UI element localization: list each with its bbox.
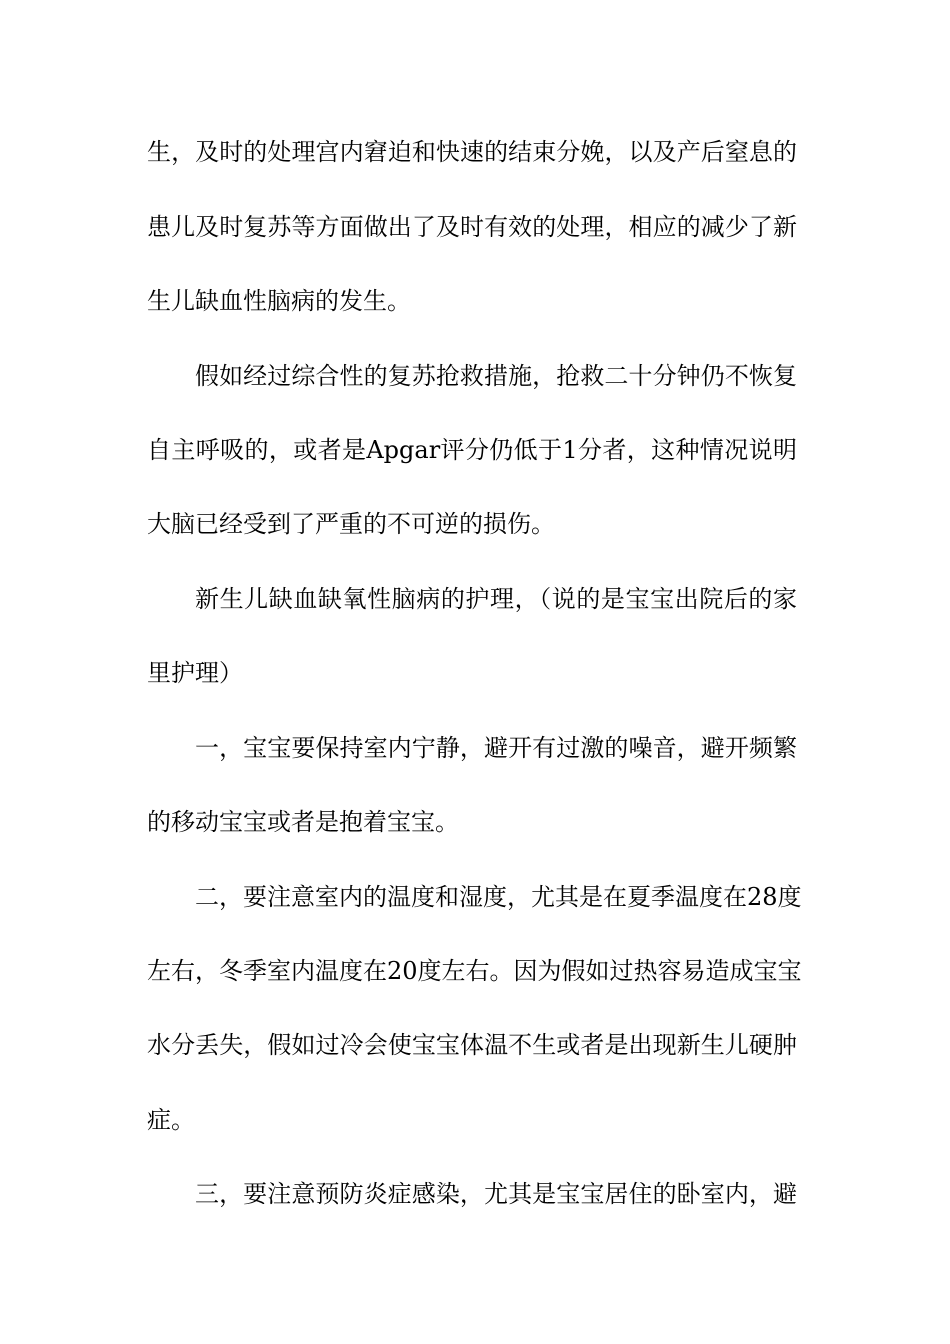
paragraph-first-line: 二，要注意室内的温度和湿度，尤其是在夏季温度在28度 [195, 883, 802, 911]
text-line: 患儿及时复苏等方面做出了及时有效的处理，相应的减少了新 [147, 213, 797, 241]
text-line: 里护理） [147, 659, 243, 687]
text-line: 的移动宝宝或者是抱着宝宝。 [147, 808, 459, 836]
text-line: 生儿缺血性脑病的发生。 [147, 287, 411, 315]
text-line: 自主呼吸的，或者是Apgar评分仍低于1分者，这种情况说明 [147, 436, 797, 464]
paragraph-first-line: 三，要注意预防炎症感染，尤其是宝宝居住的卧室内，避 [195, 1180, 797, 1208]
text-line: 症。 [147, 1106, 195, 1134]
text-line: 左右，冬季室内温度在20度左右。因为假如过热容易造成宝宝 [147, 957, 802, 985]
paragraph-first-line: 新生儿缺血缺氧性脑病的护理，（说的是宝宝出院后的家 [195, 585, 797, 613]
text-line: 大脑已经受到了严重的不可逆的损伤。 [147, 510, 555, 538]
paragraph-first-line: 一，宝宝要保持室内宁静，避开有过激的噪音，避开频繁 [195, 734, 797, 762]
text-line: 水分丢失，假如过冷会使宝宝体温不生或者是出现新生儿硬肿 [147, 1031, 797, 1059]
paragraph-first-line: 假如经过综合性的复苏抢救措施，抢救二十分钟仍不恢复 [195, 362, 797, 390]
text-line: 生，及时的处理宫内窘迫和快速的结束分娩，以及产后窒息的 [147, 138, 797, 166]
